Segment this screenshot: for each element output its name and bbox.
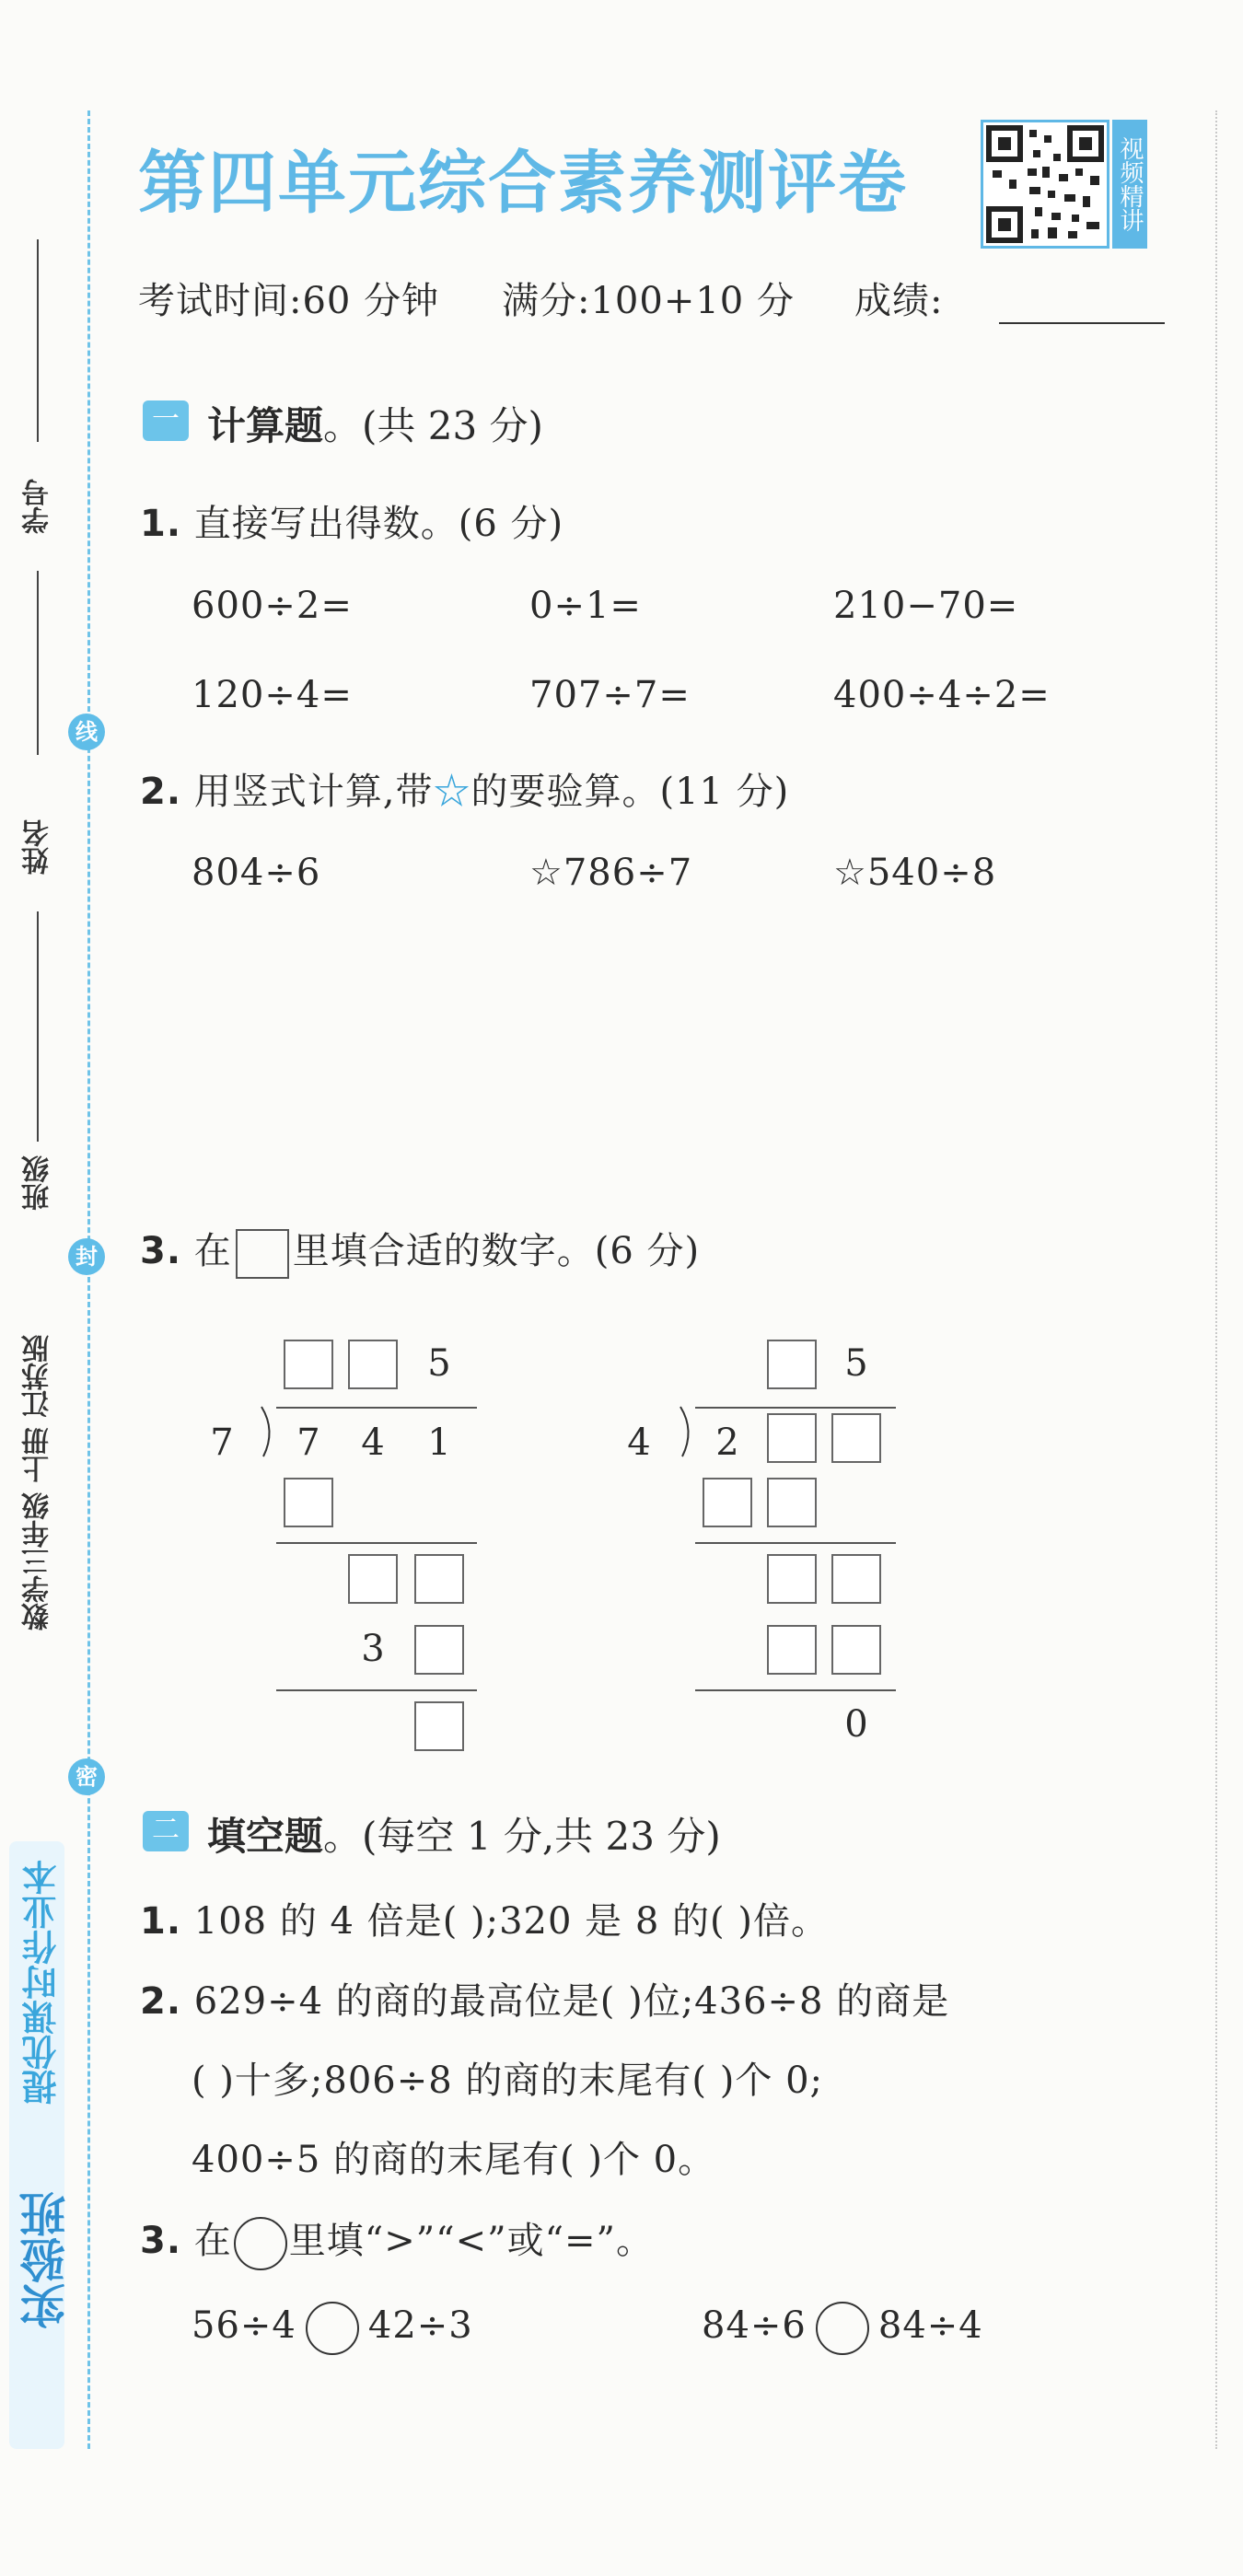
s2-q1-text: 108 的 4 倍是( );320 是 8 的( )倍。 <box>193 1900 829 1943</box>
binding-dashed-line <box>87 110 90 2449</box>
compare-circle[interactable] <box>306 2302 359 2355</box>
brand-logo: 实验班 <box>19 2191 73 2329</box>
digit: 7 <box>296 1421 320 1464</box>
subtraction-line <box>276 1689 477 1691</box>
divisor: 4 <box>627 1421 651 1464</box>
name-blank-top <box>37 571 39 755</box>
compare-left: 56÷4 <box>192 2304 296 2347</box>
right-border-line <box>1215 110 1217 2449</box>
calc-item: 210−70= <box>833 585 1019 627</box>
section1-points: 。(共 23 分) <box>323 403 543 448</box>
answer-box[interactable] <box>831 1625 881 1675</box>
section1-title: 计算题 <box>207 403 324 448</box>
digit: 0 <box>844 1703 868 1746</box>
s1-q3-text-after: 里填合适的数字。(6 分) <box>292 1230 701 1272</box>
s1-q2-num: 2. <box>140 771 182 813</box>
s1-q2 <box>140 762 789 815</box>
calc-item: 400÷4÷2= <box>833 674 1051 716</box>
section2-points: 。(每空 1 分,共 23 分) <box>323 1814 721 1859</box>
vertical-calc-item: ☆540÷8 <box>833 852 997 894</box>
qr-code[interactable] <box>981 120 1109 249</box>
answer-box[interactable] <box>284 1478 333 1527</box>
s1-q1-num: 1. <box>140 503 182 545</box>
mark-line: 线 <box>68 714 105 750</box>
answer-box[interactable] <box>414 1625 464 1675</box>
s2-q3-text-after: 里填“>”“<”或“=”。 <box>288 2220 654 2262</box>
s2-q2-line2: ( )十多;806÷8 的商的末尾有( )个 0; <box>192 2060 823 2102</box>
name-label: 姓名 <box>22 819 54 875</box>
s2-q2-text-line1: 629÷4 的商的最高位是( )位;436÷8 的商是 <box>193 1980 950 2023</box>
mark-secret: 密 <box>68 1758 105 1795</box>
blank-box-icon <box>236 1229 289 1279</box>
answer-box[interactable] <box>831 1413 881 1463</box>
calc-item: 707÷7= <box>529 674 691 716</box>
calc-item: 120÷4= <box>192 674 353 716</box>
digit: 2 <box>715 1421 739 1464</box>
s2-q3-text-before: 在 <box>193 2220 232 2262</box>
division-bar <box>695 1407 896 1409</box>
mark-seal: 封 <box>68 1238 105 1275</box>
answer-box[interactable] <box>348 1554 398 1604</box>
answer-box[interactable] <box>284 1340 333 1389</box>
answer-box[interactable] <box>414 1701 464 1751</box>
answer-box[interactable] <box>831 1554 881 1604</box>
vertical-calc-item: 804÷6 <box>192 852 321 894</box>
division-bracket-icon <box>679 1405 701 1460</box>
division-bar <box>276 1407 477 1409</box>
s2-q2-line1 <box>140 1972 949 2025</box>
s2-q1 <box>140 1892 829 1944</box>
subtraction-line <box>695 1689 896 1691</box>
digit: 1 <box>427 1421 451 1464</box>
digit: 4 <box>361 1421 385 1464</box>
compare-circle[interactable] <box>816 2302 869 2355</box>
s1-q3-text-before: 在 <box>193 1230 232 1272</box>
answer-box[interactable] <box>767 1413 817 1463</box>
compare-right: 42÷3 <box>367 2304 473 2347</box>
section1-badge: 一 <box>143 400 189 441</box>
answer-box[interactable] <box>767 1625 817 1675</box>
compare-circle-icon <box>234 2217 287 2270</box>
compare-right: 84÷4 <box>877 2304 983 2347</box>
compare-item <box>702 2302 983 2355</box>
digit: 5 <box>844 1342 868 1385</box>
exam-time: 考试时间:60 分钟 <box>138 280 440 322</box>
answer-box[interactable] <box>767 1478 817 1527</box>
s1-q1 <box>140 494 563 547</box>
subtraction-line <box>276 1542 477 1544</box>
answer-box[interactable] <box>414 1554 464 1604</box>
s2-q3 <box>140 2211 654 2270</box>
answer-box[interactable] <box>767 1340 817 1389</box>
brand-name: 提优课时作业本 <box>22 1860 63 2105</box>
star-icon: ☆ <box>433 771 471 813</box>
section1-heading <box>207 396 543 451</box>
vertical-calc-item: ☆786÷7 <box>529 852 693 894</box>
student-id-label: 学号 <box>22 479 54 534</box>
qr-code-icon <box>983 122 1107 246</box>
calc-item: 0÷1= <box>529 585 642 627</box>
class-label: 班级 <box>22 1155 54 1211</box>
s2-q3-num: 3. <box>140 2220 182 2262</box>
full-score: 满分:100+10 分 <box>502 280 795 322</box>
digit: 3 <box>361 1628 385 1670</box>
division-bracket-icon <box>260 1405 282 1460</box>
subtraction-line <box>695 1542 896 1544</box>
s1-q3-num: 3. <box>140 1230 182 1272</box>
s1-q2-text-before: 用竖式计算,带 <box>193 771 434 813</box>
answer-box[interactable] <box>767 1554 817 1604</box>
answer-box[interactable] <box>703 1478 752 1527</box>
compare-item <box>192 2302 473 2355</box>
s2-q1-num: 1. <box>140 1900 182 1943</box>
section2-badge: 二 <box>143 1811 189 1851</box>
divisor: 7 <box>210 1421 234 1464</box>
book-label: 数学三年级 上册 江苏版 <box>22 1335 54 1630</box>
digit: 5 <box>427 1342 451 1385</box>
s2-q2-num: 2. <box>140 1980 182 2023</box>
section2-title: 填空题 <box>207 1814 324 1859</box>
compare-left: 84÷6 <box>702 2304 807 2347</box>
student-id-blank <box>37 239 39 442</box>
answer-box[interactable] <box>348 1340 398 1389</box>
score-blank[interactable] <box>999 322 1165 324</box>
s1-q2-text-after: 的要验算。(11 分) <box>470 771 790 813</box>
section2-heading <box>207 1806 721 1862</box>
qr-video-label: 视频精讲 <box>1112 120 1147 249</box>
page-title: 第四单元综合素养测评卷 <box>138 144 908 223</box>
s1-q3 <box>140 1222 700 1279</box>
calc-item: 600÷2= <box>192 585 353 627</box>
s1-q1-text: 直接写出得数。(6 分) <box>193 503 564 545</box>
score-label: 成绩: <box>854 280 944 322</box>
class-blank <box>37 911 39 1142</box>
s2-q2-line3: 400÷5 的商的末尾有( )个 0。 <box>192 2139 716 2181</box>
